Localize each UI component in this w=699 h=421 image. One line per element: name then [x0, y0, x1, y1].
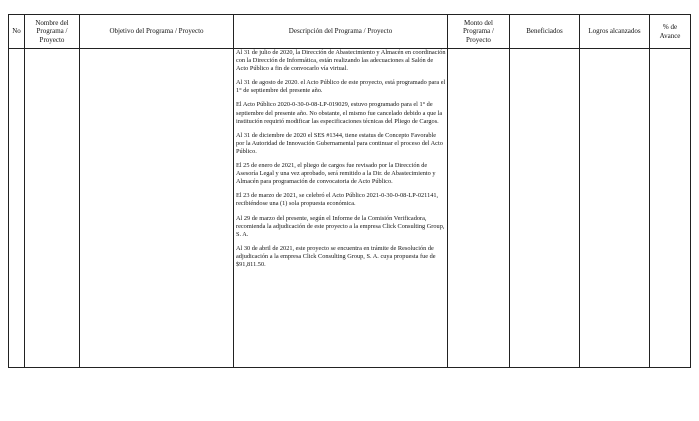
cell-beneficiaries [510, 49, 580, 368]
description-paragraph: Al 31 de julio de 2020, la Dirección de Abastecimiento y Almacén en coordinación con la Dirección de Informática, están realizando las adecuaciones al Salón de Acto Público a fin de convocarlo vía virtual. [236, 49, 446, 73]
description-text [234, 49, 447, 269]
cell-amount [448, 49, 510, 368]
description-paragraph: Al 31 de agosto de 2020. el Acto Público de este proyecto, está programado para el 1° de septiembre del presente año. [236, 79, 446, 95]
cell-program-name [25, 49, 80, 368]
description-paragraph: Al 29 de marzo del presente, según el Informe de la Comisión Verificadora, recomienda la adjudicación de este proyecto a la empresa Click Consulting Group, S. A. [236, 214, 445, 238]
table-row [9, 49, 691, 368]
header-objective: Objetivo del Programa / Proyecto [80, 15, 234, 49]
cell-progress [650, 49, 691, 368]
description-paragraph: Al 30 de abril de 2021, este proyecto se encuentra en trámite de Resolución de adjudicación a la empresa Click Consulting Group, S. A. cuya propuesta fue de $91,811.50. [236, 244, 436, 268]
header-row [9, 15, 691, 49]
description-paragraph: El Acto Público 2020-0-30-0-08-LP-019029, estuvo programado para el 1° de septiembre del presente año. No obstante, el mismo fue cancelado debido a que la institución requirió modificar las especificaciones técnicas del Pliego de Cargos. [236, 101, 443, 125]
header-beneficiaries: Beneficiados [510, 15, 580, 49]
cell-description [234, 49, 448, 368]
cell-no [9, 49, 25, 368]
description-paragraph: El 25 de enero de 2021, el pliego de cargos fue revisado por la Dirección de Asesoría Legal y una vez aprobado, será remitido a la Dir. de Abastecimiento y Almacén para programación de convocatoria de Acto Público. [236, 162, 436, 186]
program-report-table [8, 14, 691, 368]
header-progress: % de Avance [650, 15, 691, 49]
header-description: Descripción del Programa / Proyecto [234, 15, 448, 49]
cell-achievements [580, 49, 650, 368]
header-amount: Monto del Programa / Proyecto [448, 15, 510, 49]
description-paragraph: Al 31 de diciembre de 2020 el SES #1344, tiene estatus de Concepto Favorable por la Autoridad de Innovación Gubernamental para continuar el proceso del Acto Público. [236, 131, 443, 155]
header-achievements: Logros alcanzados [580, 15, 650, 49]
description-paragraph: El 23 de marzo de 2021, se celebró el Acto Público 2021-0-30-0-08-LP-021141, recibiéndose una (1) sola propuesta económica. [236, 192, 439, 208]
header-program-name: Nombre del Programa / Proyecto [25, 15, 80, 49]
cell-objective [80, 49, 234, 368]
header-no: No [9, 15, 25, 49]
